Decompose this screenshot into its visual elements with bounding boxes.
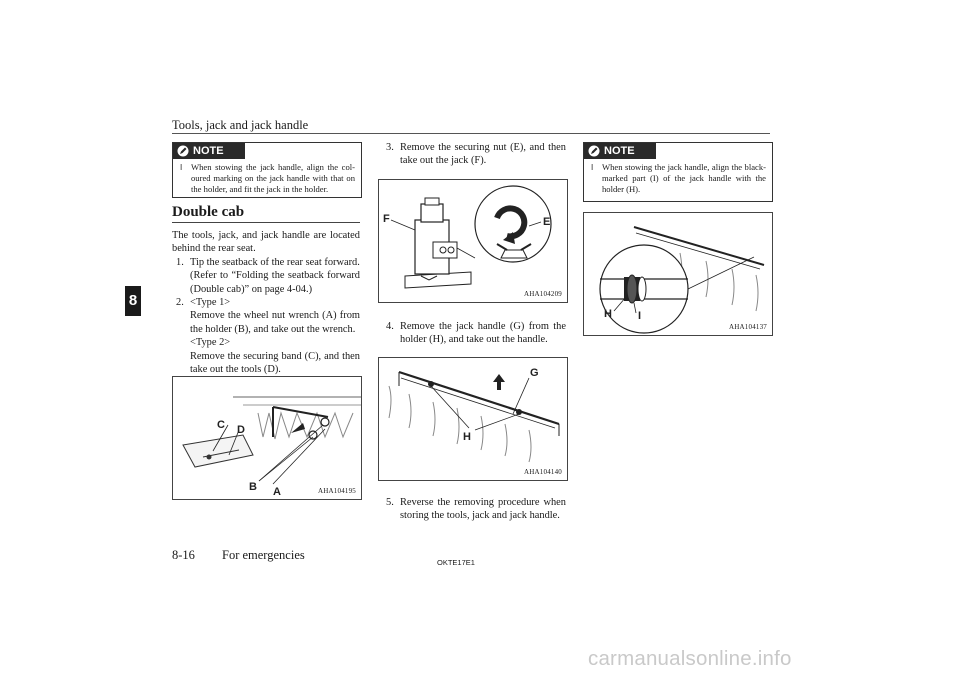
- note-pencil-icon: [588, 145, 600, 157]
- fig2-label-e: E: [543, 216, 551, 228]
- fig1-label-d: D: [237, 424, 245, 436]
- step-line: Remove the wheel nut wrench (A) from the holder (B), and take out the wrench.: [190, 310, 360, 335]
- fig3-label-g: G: [530, 367, 539, 379]
- step-number: 3.: [386, 142, 394, 153]
- step-line: Tip the seatback of the rear seat forward.: [190, 257, 360, 268]
- footer-page-number: 8-16: [172, 548, 195, 562]
- step-text: Remove the securing nut (E), and then take out the jack (F).: [400, 142, 566, 167]
- step-number: 4.: [386, 321, 394, 332]
- figure-code: AHA104140: [524, 468, 562, 476]
- note-box-right: [583, 142, 773, 202]
- note-label: NOTE: [193, 145, 224, 157]
- step-number: 5.: [386, 497, 394, 508]
- step-line: <Type 1>: [190, 297, 231, 308]
- footer-doc-code: OKTE17E1: [437, 558, 475, 567]
- handle-illustration: [379, 358, 567, 480]
- footer-section-name: For emergencies: [222, 548, 305, 562]
- note-text: When stowing the jack handle, align the col-oured marking on the jack handle with that on the holder, and fit the jack in the holder.: [191, 162, 355, 194]
- note-pencil-icon: [177, 145, 189, 157]
- tools-illustration: [173, 377, 361, 499]
- step-1: [176, 256, 360, 296]
- fig4-label-h: H: [604, 308, 612, 320]
- step-text: Reverse the removing procedure when storing the tools, jack and jack handle.: [400, 497, 566, 522]
- step-4: [386, 320, 566, 347]
- step-line: <Type 2>: [190, 337, 231, 349]
- figure-tools-location: [172, 376, 362, 500]
- step-5: [386, 496, 566, 523]
- fig1-label-a: A: [273, 486, 281, 498]
- section-rule: [172, 222, 360, 223]
- intro-paragraph: The tools, jack, and jack handle are located behind the rear seat.: [172, 230, 360, 255]
- note-header: [584, 143, 656, 159]
- bullet-icon: l: [591, 163, 594, 172]
- figure-handle-removal: [378, 357, 568, 481]
- page-header-title: Tools, jack and jack handle: [172, 118, 309, 132]
- step-3: [386, 141, 566, 168]
- fig1-label-c: C: [217, 419, 225, 431]
- fig4-label-i: I: [638, 310, 642, 322]
- chapter-tab: 8: [125, 286, 141, 316]
- figure-code: AHA104195: [318, 487, 356, 495]
- step-line: (Refer to “Folding the seatback forward (Double cab)” on page 4-04.): [190, 270, 360, 295]
- figure-jack-removal: [378, 179, 568, 303]
- fig1-label-b: B: [249, 481, 257, 493]
- section-title: Double cab: [172, 204, 245, 220]
- jack-illustration: [379, 180, 567, 302]
- step-line: Remove the securing band (C), and then take out the tools (D).: [190, 350, 360, 376]
- step-text: Remove the jack handle (G) from the holder (H), and take out the handle.: [400, 321, 566, 346]
- note-body: [591, 162, 766, 195]
- step-number: 1.: [176, 257, 184, 268]
- note-label: NOTE: [604, 145, 635, 157]
- step-2: [176, 296, 360, 376]
- handle-marking-illustration: [584, 213, 772, 335]
- note-text: When stowing the jack handle, align the black-marked part (I) of the jack handle with the holder (H).: [602, 162, 766, 194]
- bullet-icon: l: [180, 163, 183, 172]
- header-rule: [172, 133, 770, 134]
- fig3-label-h: H: [463, 431, 471, 443]
- fig2-label-f: F: [383, 213, 390, 225]
- note-body: [180, 162, 355, 195]
- note-header: [173, 143, 245, 159]
- step-number: 2.: [176, 297, 184, 308]
- figure-code: AHA104137: [729, 323, 767, 331]
- note-box-left: [172, 142, 362, 198]
- figure-code: AHA104209: [524, 290, 562, 298]
- watermark: carmanualsonline.info: [588, 647, 792, 670]
- figure-handle-marking: [583, 212, 773, 336]
